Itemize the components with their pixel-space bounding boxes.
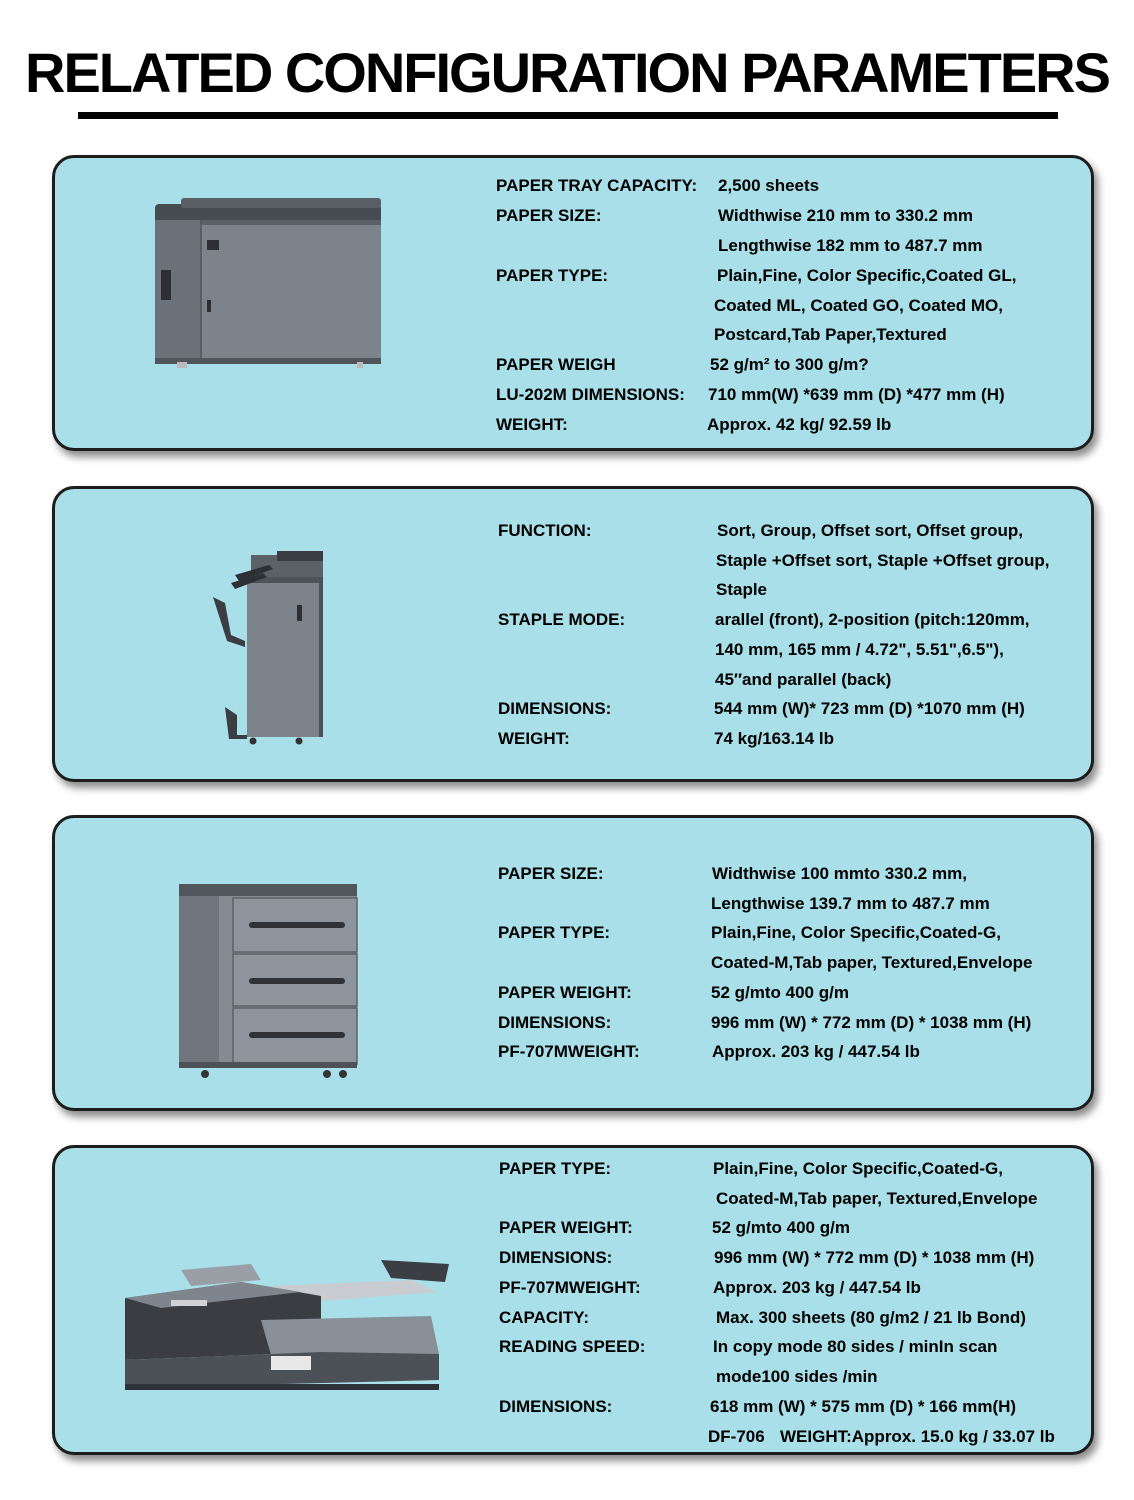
title-underline xyxy=(78,112,1058,119)
spec-value: 52 g/mto 400 g/m xyxy=(711,983,849,1002)
spec-label: WEIGHT: xyxy=(498,729,570,748)
spec-label: PAPER WEIGHT: xyxy=(498,983,632,1002)
spec-value: 52 g/m² to 300 g/m? xyxy=(710,355,869,374)
spec-value: Lengthwise 182 mm to 487.7 mm xyxy=(718,236,983,255)
spec-label: PAPER WEIGHT: xyxy=(499,1218,633,1237)
spec-label: PAPER SIZE: xyxy=(498,864,604,883)
spec-value: Staple +Offset sort, Staple +Offset group, xyxy=(716,551,1050,570)
spec-value: Lengthwise 139.7 mm to 487.7 mm xyxy=(711,894,990,913)
spec-label: DIMENSIONS: xyxy=(498,699,612,718)
spec-label: LU-202M DIMENSIONS: xyxy=(496,385,685,404)
spec-label: DIMENSIONS: xyxy=(499,1248,613,1267)
panel-paper-tray-unit xyxy=(52,155,1094,451)
spec-value: 544 mm (W)* 723 mm (D) *1070 mm (H) xyxy=(714,699,1025,718)
spec-value: mode100 sides /min xyxy=(716,1367,878,1386)
spec-value: arallel (front), 2-position (pitch:120mm, xyxy=(715,610,1030,629)
finisher-image xyxy=(211,547,329,747)
spec-value: Approx. 203 kg / 447.54 lb xyxy=(712,1042,920,1061)
spec-value: Approx. 203 kg / 447.54 lb xyxy=(713,1278,921,1297)
spec-value: Postcard,Tab Paper,Textured xyxy=(714,325,947,344)
spec-value: Plain,Fine, Color Specific,Coated-G, xyxy=(711,923,1001,942)
spec-value: 996 mm (W) * 772 mm (D) * 1038 mm (H) xyxy=(711,1013,1032,1032)
spec-label: PAPER TYPE: xyxy=(498,923,611,942)
spec-value: 45″and parallel (back) xyxy=(715,670,892,689)
spec-label: STAPLE MODE: xyxy=(498,610,626,629)
spec-value: 710 mm(W) *639 mm (D) *477 mm (H) xyxy=(708,385,1005,404)
spec-value: WEIGHT:Approx. 15.0 kg / 33.07 lb xyxy=(780,1427,1055,1446)
paper-tray-unit-image xyxy=(151,194,387,370)
spec-label: DIMENSIONS: xyxy=(499,1397,613,1416)
spec-label: CAPACITY: xyxy=(499,1308,590,1327)
spec-label: DIMENSIONS: xyxy=(498,1013,612,1032)
spec-value: Coated-M,Tab paper, Textured,Envelope xyxy=(711,953,1033,972)
paper-feed-cabinet-image xyxy=(177,882,359,1080)
panel-document-feeder xyxy=(52,1145,1094,1455)
spec-value: 996 mm (W) * 772 mm (D) * 1038 mm (H) xyxy=(714,1248,1035,1267)
page-title: RELATED CONFIGURATION PARAMETERS xyxy=(25,41,1109,104)
spec-value: Widthwise 100 mmto 330.2 mm, xyxy=(712,864,967,883)
spec-label: READING SPEED: xyxy=(499,1337,646,1356)
spec-value: Staple xyxy=(716,580,768,599)
spec-value: 140 mm, 165 mm / 4.72", 5.51",6.5"), xyxy=(715,640,1004,659)
spec-label: PAPER TYPE: xyxy=(499,1159,612,1178)
spec-value: Plain,Fine, Color Specific,Coated-G, xyxy=(713,1159,1003,1178)
document-feeder-image xyxy=(121,1256,453,1396)
spec-value: Sort, Group, Offset sort, Offset group, xyxy=(717,521,1023,540)
spec-value: 52 g/mto 400 g/m xyxy=(712,1218,850,1237)
spec-label: PAPER WEIGH xyxy=(496,355,616,374)
spec-label: PAPER SIZE: xyxy=(496,206,602,225)
spec-value: 74 kg/163.14 lb xyxy=(714,729,835,748)
panel-paper-feed-cabinet xyxy=(52,815,1094,1111)
spec-label: PAPER TYPE: xyxy=(496,266,609,285)
spec-value: Coated ML, Coated GO, Coated MO, xyxy=(714,296,1004,315)
spec-value: Widthwise 210 mm to 330.2 mm xyxy=(718,206,973,225)
spec-label: PF-707MWEIGHT: xyxy=(498,1042,640,1061)
spec-label: DF-706 xyxy=(708,1427,765,1446)
spec-value: Approx. 42 kg/ 92.59 lb xyxy=(707,415,892,434)
spec-value: In copy mode 80 sides / minIn scan xyxy=(713,1337,998,1356)
spec-label: FUNCTION: xyxy=(498,521,592,540)
spec-value: Max. 300 sheets (80 g/m2 / 21 lb Bond) xyxy=(716,1308,1026,1327)
spec-value: Coated-M,Tab paper, Textured,Envelope xyxy=(716,1189,1038,1208)
spec-value: 618 mm (W) * 575 mm (D) * 166 mm(H) xyxy=(710,1397,1017,1416)
spec-label: PAPER TRAY CAPACITY: xyxy=(496,176,698,195)
spec-label: WEIGHT: xyxy=(496,415,568,434)
spec-value: Plain,Fine, Color Specific,Coated GL, xyxy=(717,266,1017,285)
spec-value: 2,500 sheets xyxy=(718,176,820,195)
panel-finisher xyxy=(52,486,1094,782)
spec-label: PF-707MWEIGHT: xyxy=(499,1278,641,1297)
